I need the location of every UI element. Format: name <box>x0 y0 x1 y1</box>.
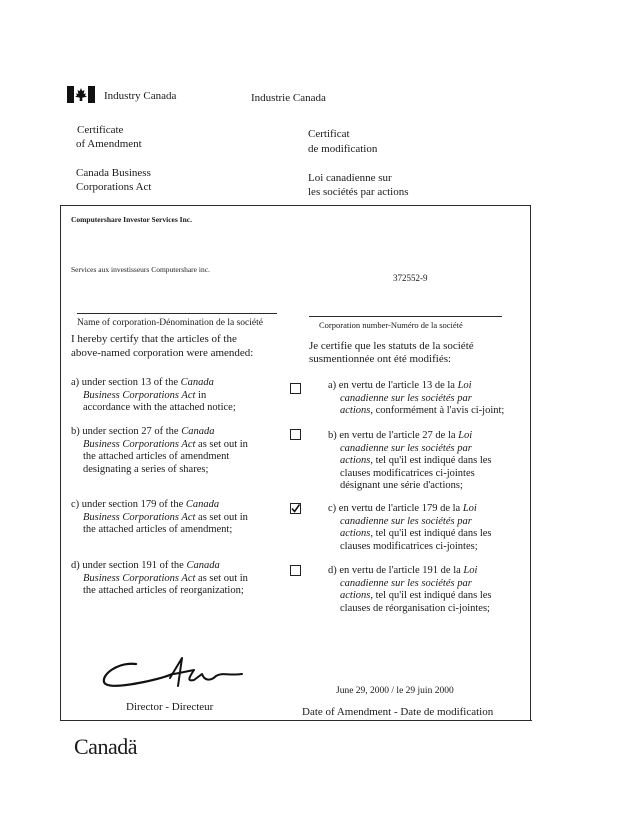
signature-icon <box>98 652 248 696</box>
title-en-line2: of Amendment <box>76 138 142 150</box>
clause-c-fr: c) en vertu de l'article 179 de la Loi canadienne sur les sociétés par actions, tel qu'il est indiqué dans les clauses modificatrices ci-jointes; <box>328 503 492 552</box>
act-en-line2: Corporations Act <box>76 181 152 193</box>
clause-b-checkbox[interactable] <box>290 429 301 440</box>
clause-a-fr: a) en vertu de l'article 13 de la Loi canadienne sur les sociétés par actions, conformément à l'avis ci-joint; <box>328 380 505 416</box>
corporation-name-line <box>77 313 277 314</box>
clause-a-en: a) under section 13 of the Canada Business Corporations Act in accordance with the attached notice; <box>71 377 236 413</box>
clause-d-fr: d) en vertu de l'article 191 de la Loi canadienne sur les sociétés par actions, tel qu'il est indiqué dans les clauses de réorganisation ci-jointes; <box>328 565 492 614</box>
clause-b-fr: b) en vertu de l'article 27 de la Loi canadienne sur les sociétés par actions, tel qu'il est indiqué dans les clauses modificatrices ci-jointes désignant une série d'actions; <box>328 430 492 491</box>
dept-name-fr: Industrie Canada <box>251 92 326 104</box>
date-of-amendment-label: Date of Amendment - Date de modification <box>302 706 494 718</box>
corporation-name-en: Computershare Investor Services Inc. <box>71 215 192 224</box>
act-en-line1: Canada Business <box>76 167 151 179</box>
director-label: Director - Directeur <box>126 701 214 713</box>
corporation-number-label: Corporation number-Numéro de la société <box>319 320 463 330</box>
dept-name-en: Industry Canada <box>104 90 177 102</box>
title-fr-line1: Certificat <box>308 128 350 140</box>
clause-d-checkbox[interactable] <box>290 565 301 576</box>
corporation-name-label: Name of corporation-Dénomination de la société <box>77 318 263 328</box>
certify-fr-line2: susmentionnée ont été modifiés: <box>309 353 452 365</box>
checkmark-icon <box>291 504 300 513</box>
corporation-name-fr: Services aux investisseurs Computershare inc. <box>71 265 210 274</box>
clause-c-en: c) under section 179 of the Canada Business Corporations Act as set out in the attached articles of amendment; <box>71 499 248 535</box>
clause-c-checkbox[interactable] <box>290 503 301 514</box>
certify-en-line2: above-named corporation were amended: <box>71 347 254 359</box>
amendment-date: June 29, 2000 / le 29 juin 2000 <box>336 686 454 696</box>
title-fr-line2: de modification <box>308 143 378 155</box>
clause-a-checkbox[interactable] <box>290 383 301 394</box>
clause-b-en: b) under section 27 of the Canada Business Corporations Act as set out in the attached articles of amendment designating a series of shares; <box>71 426 248 475</box>
corporation-number-line <box>309 316 502 317</box>
act-fr-line2: les sociétés par actions <box>308 186 409 198</box>
corporation-number: 372552-9 <box>393 273 428 283</box>
certify-fr-line1: Je certifie que les statuts de la société <box>309 340 474 352</box>
title-en-line1: Certificate <box>77 124 124 136</box>
act-fr-line1: Loi canadienne sur <box>308 172 392 184</box>
canada-wordmark: Canadä <box>74 734 137 759</box>
frame-bottom-border <box>60 720 532 721</box>
certify-en-line1: I hereby certify that the articles of the <box>71 333 237 345</box>
clause-d-en: d) under section 191 of the Canada Business Corporations Act as set out in the attached articles of reorganization; <box>71 560 248 596</box>
canada-flag-icon <box>67 86 95 103</box>
